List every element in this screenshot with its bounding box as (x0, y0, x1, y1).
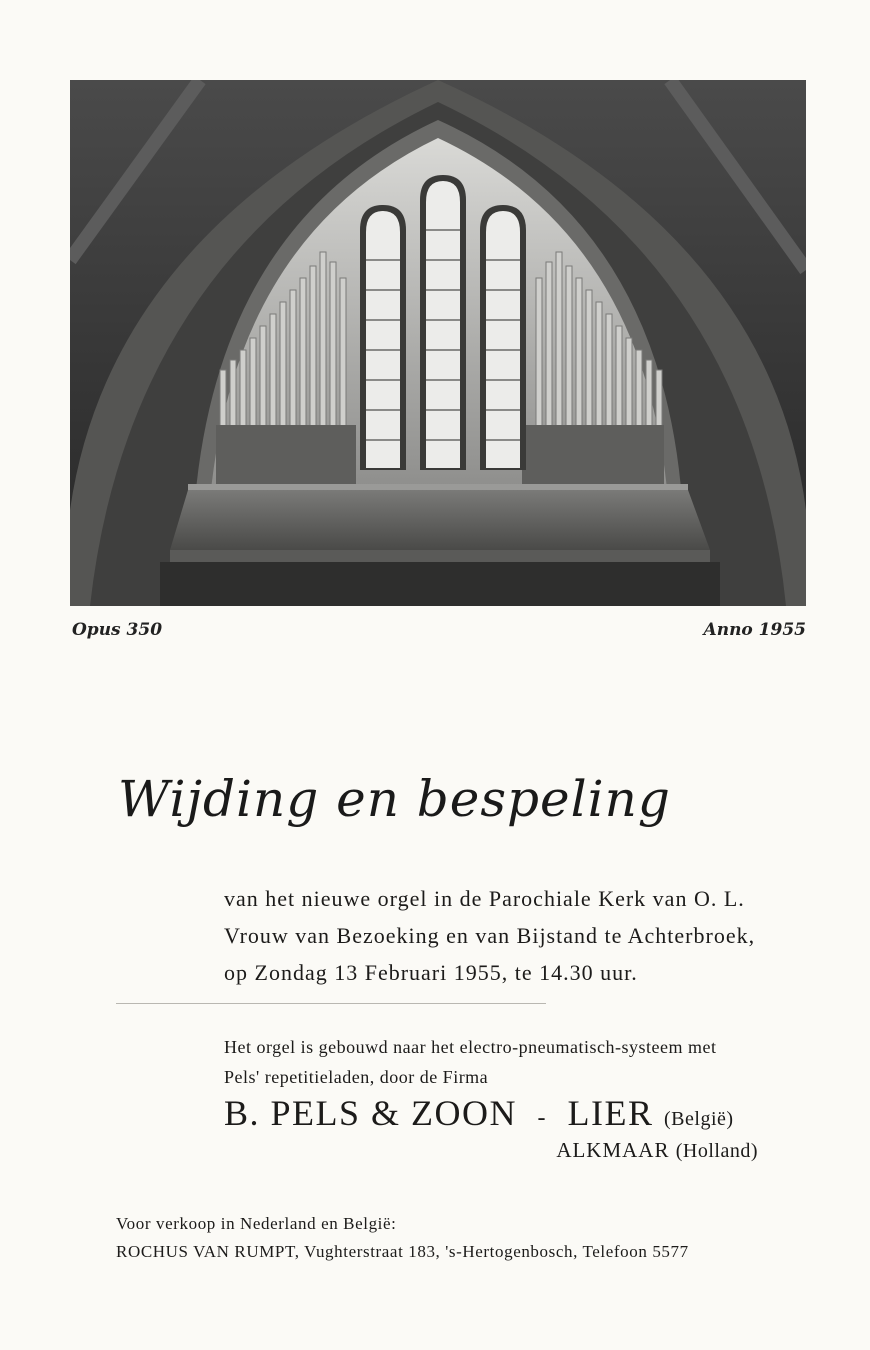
anno-caption: Anno 1955 (703, 620, 806, 640)
sales-info (116, 1210, 689, 1266)
intro-line: Vrouw van Bezoeking en van Bijstand te Achterbroek, (224, 923, 756, 948)
sales-line: Voor verkoop in Nederland en België: (116, 1214, 397, 1233)
builder-line: Het orgel is gebouwd naar het electro-pneumatisch-systeem met (224, 1037, 717, 1057)
firm-line (224, 1092, 734, 1134)
organ-photograph (70, 80, 806, 606)
divider (116, 1003, 546, 1004)
second-country: (Holland) (675, 1140, 758, 1162)
firm-name: B. PELS & ZOON (224, 1093, 518, 1133)
firm-country: (België) (664, 1108, 734, 1130)
intro-line: op Zondag 13 Februari 1955, te 14.30 uur. (224, 960, 638, 985)
builder-paragraph (224, 1032, 764, 1092)
sales-address: ROCHUS VAN RUMPT, Vughterstraat 183, 's-Hertogenbosch, Telefoon 5577 (116, 1242, 689, 1261)
intro-paragraph (224, 880, 784, 991)
firm-separator: - (537, 1105, 548, 1131)
organ-photo-illustration (70, 80, 806, 606)
opus-caption: Opus 350 (72, 620, 163, 640)
firm-city: LIER (567, 1093, 654, 1133)
document-title: Wijding en bespeling (118, 770, 671, 828)
builder-line: Pels' repetitieladen, door de Firma (224, 1067, 489, 1087)
second-location (556, 1138, 758, 1163)
intro-line: van het nieuwe orgel in de Parochiale Kerk van O. L. (224, 886, 745, 911)
second-city: ALKMAAR (556, 1138, 670, 1162)
